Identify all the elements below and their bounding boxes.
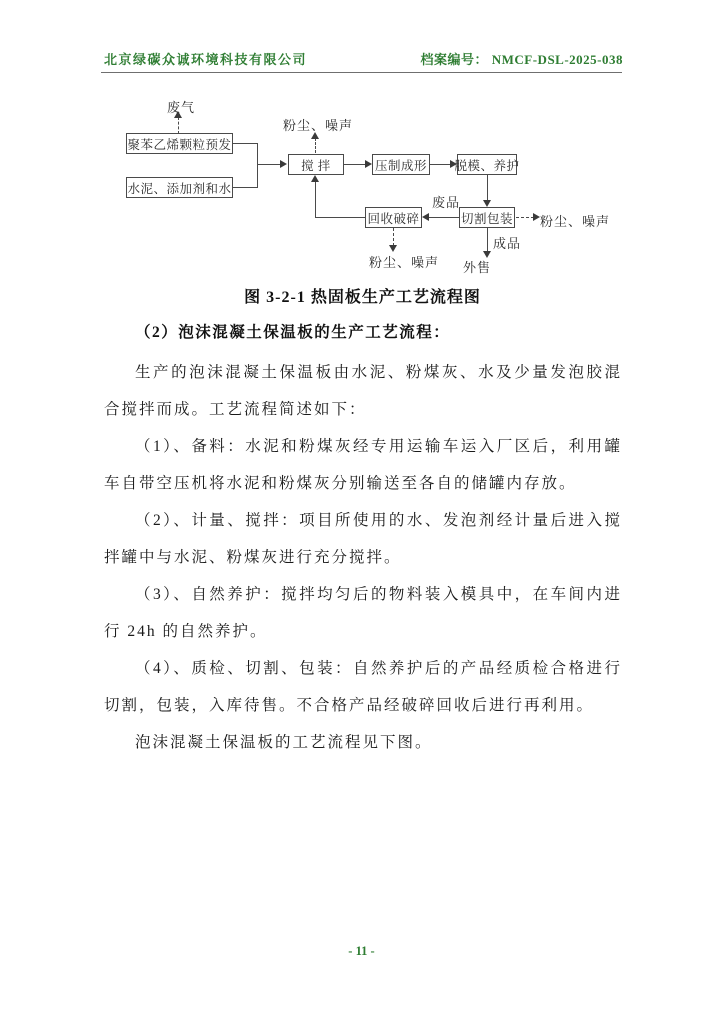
paragraph-step1: （1）、备料：水泥和粉煤灰经专用运输车运入厂区后，利用罐车自带空压机将水泥和粉煤灰分别输送至各自的储罐内存放。 <box>104 438 622 492</box>
header-company-name: 北京绿碳众诚环境科技有限公司 <box>104 52 308 67</box>
line-demold-cutting <box>487 175 488 201</box>
line-press-demold <box>430 164 451 165</box>
line-cutting-recycle <box>428 217 459 218</box>
header-archive-number: 档案编号： NMCF-DSL-2025-038 <box>420 52 623 67</box>
arrowhead-dust-mixing <box>311 132 319 139</box>
line-preexp-out <box>233 143 257 144</box>
section-heading: （2）泡沫混凝土保温板的生产工艺流程： <box>135 324 451 341</box>
line-recycle-return-h <box>315 217 365 218</box>
paragraph-step3: （3）、自然养护：搅拌均匀后的物料装入模具中，在车间内进行 24h 的自然养护。 <box>104 586 622 640</box>
line-merge-vertical <box>257 143 258 188</box>
line-cutting-sale <box>487 228 488 252</box>
figure-caption: 图 3-2-1 热固板生产工艺流程图 <box>244 289 481 306</box>
node-cement-additive-water: 水泥、添加剂和水 <box>126 177 233 198</box>
label-finished-product: 成品 <box>493 236 522 251</box>
node-press-forming: 压制成形 <box>372 154 430 175</box>
body-text <box>104 354 622 761</box>
arrowhead-waste-gas <box>174 111 182 118</box>
line-into-mixing <box>257 164 281 165</box>
line-cement-out <box>233 187 257 188</box>
node-demold-curing: 脱模、养护 <box>457 154 517 175</box>
dashed-line-dust-recycle <box>393 228 394 246</box>
paragraph-step2: （2）、计量、搅拌：项目所使用的水、发泡剂经计量后进入搅拌罐中与水泥、粉煤灰进行充分搅拌。 <box>104 512 622 566</box>
arrowhead-press-demold <box>450 160 457 168</box>
node-cutting-packing: 切割包装 <box>459 207 515 228</box>
dashed-line-dust-mixing <box>315 138 316 153</box>
arrowhead-demold-cutting <box>483 200 491 207</box>
label-dust-noise-mixing: 粉尘、噪声 <box>283 118 354 133</box>
arrowhead-dust-recycle <box>389 245 397 252</box>
node-polystyrene-pre-expansion: 聚苯乙烯颗粒预发 <box>126 133 233 154</box>
arrowhead-recycle-mixing <box>311 175 319 182</box>
header-rule <box>101 72 622 73</box>
arrowhead-into-mixing <box>280 160 287 168</box>
label-dust-noise-recycle: 粉尘、噪声 <box>369 255 440 270</box>
dashed-line-dust-cutting <box>516 217 534 218</box>
label-external-sale: 外售 <box>463 260 492 275</box>
paragraph-step4: （4）、质检、切割、包装：自然养护后的产品经质检合格进行切割，包装，入库待售。不合格产品经破碎回收后进行再利用。 <box>104 660 622 714</box>
page-number: - 11 - <box>348 944 375 958</box>
node-mixing: 搅 拌 <box>288 154 344 175</box>
line-recycle-return-v <box>315 181 316 218</box>
label-scrap: 废品 <box>432 195 461 210</box>
arrowhead-cutting-recycle <box>422 213 429 221</box>
label-dust-noise-cutting: 粉尘、噪声 <box>540 214 611 229</box>
node-recycle-crushing: 回收破碎 <box>365 207 422 228</box>
dashed-line-waste-gas <box>178 117 179 134</box>
arrowhead-dust-cutting <box>533 213 540 221</box>
paragraph-outro: 泡沫混凝土保温板的工艺流程见下图。 <box>135 734 433 751</box>
arrowhead-mixing-press <box>365 160 372 168</box>
line-mixing-press <box>344 164 366 165</box>
paragraph-intro: 生产的泡沫混凝土保温板由水泥、粉煤灰、水及少量发泡胶混合搅拌而成。工艺流程简述如下： <box>104 364 622 418</box>
label-waste-gas: 废气 <box>167 100 196 115</box>
